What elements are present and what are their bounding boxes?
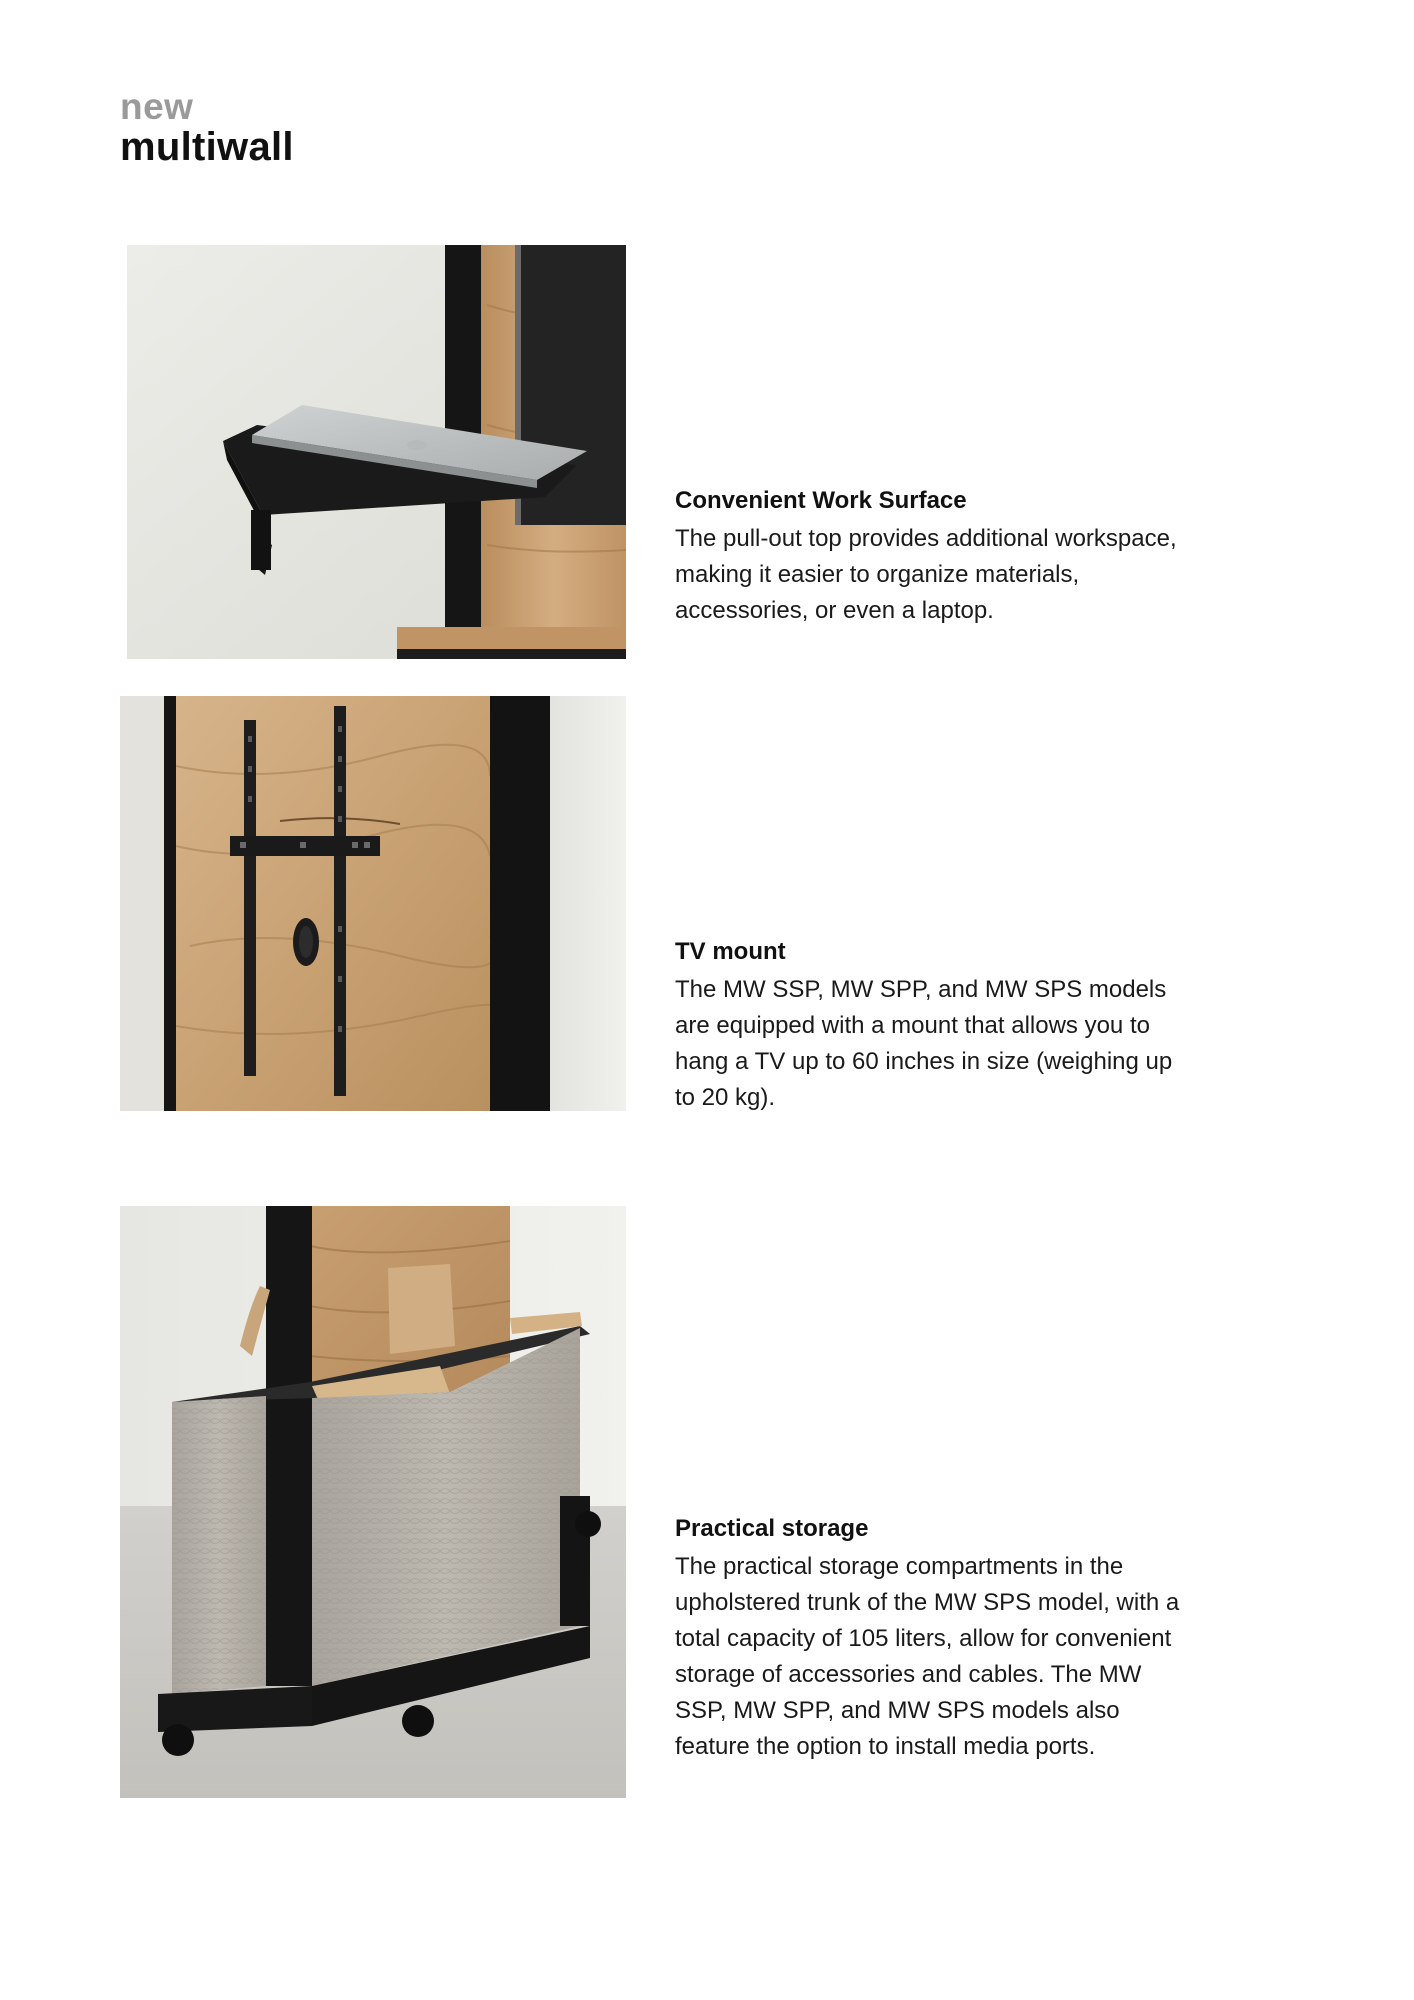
feature-title: TV mount [675, 938, 786, 965]
brand-line-multiwall: multiwall [120, 125, 294, 169]
feature-work-surface [675, 483, 1195, 629]
work-surface-photo [127, 245, 626, 659]
feature-description: The pull-out top provides additional workspace, making it easier to organize materials, accessories, or even a laptop. [675, 525, 1177, 624]
feature-description: The practical storage compartments in the upholstered trunk of the MW SPS model, with a total capacity of 105 liters, allow for convenient storage of accessories and cables. The MW SSP, MW SPP, and MW SPS models also feature the option to install media ports. [675, 1553, 1180, 1760]
feature-tv-mount [675, 934, 1195, 1116]
feature-practical-storage [675, 1511, 1195, 1765]
brand-line-new: new [120, 86, 194, 127]
feature-description: The MW SSP, MW SPP, and MW SPS models are equipped with a mount that allows you to hang a TV up to 60 inches in size (weighing up to 20 kg). [675, 976, 1173, 1111]
brand-logo [120, 88, 294, 167]
feature-title: Convenient Work Surface [675, 487, 967, 514]
tv-mount-photo [120, 696, 626, 1111]
feature-title: Practical storage [675, 1515, 869, 1542]
storage-photo [120, 1206, 626, 1798]
